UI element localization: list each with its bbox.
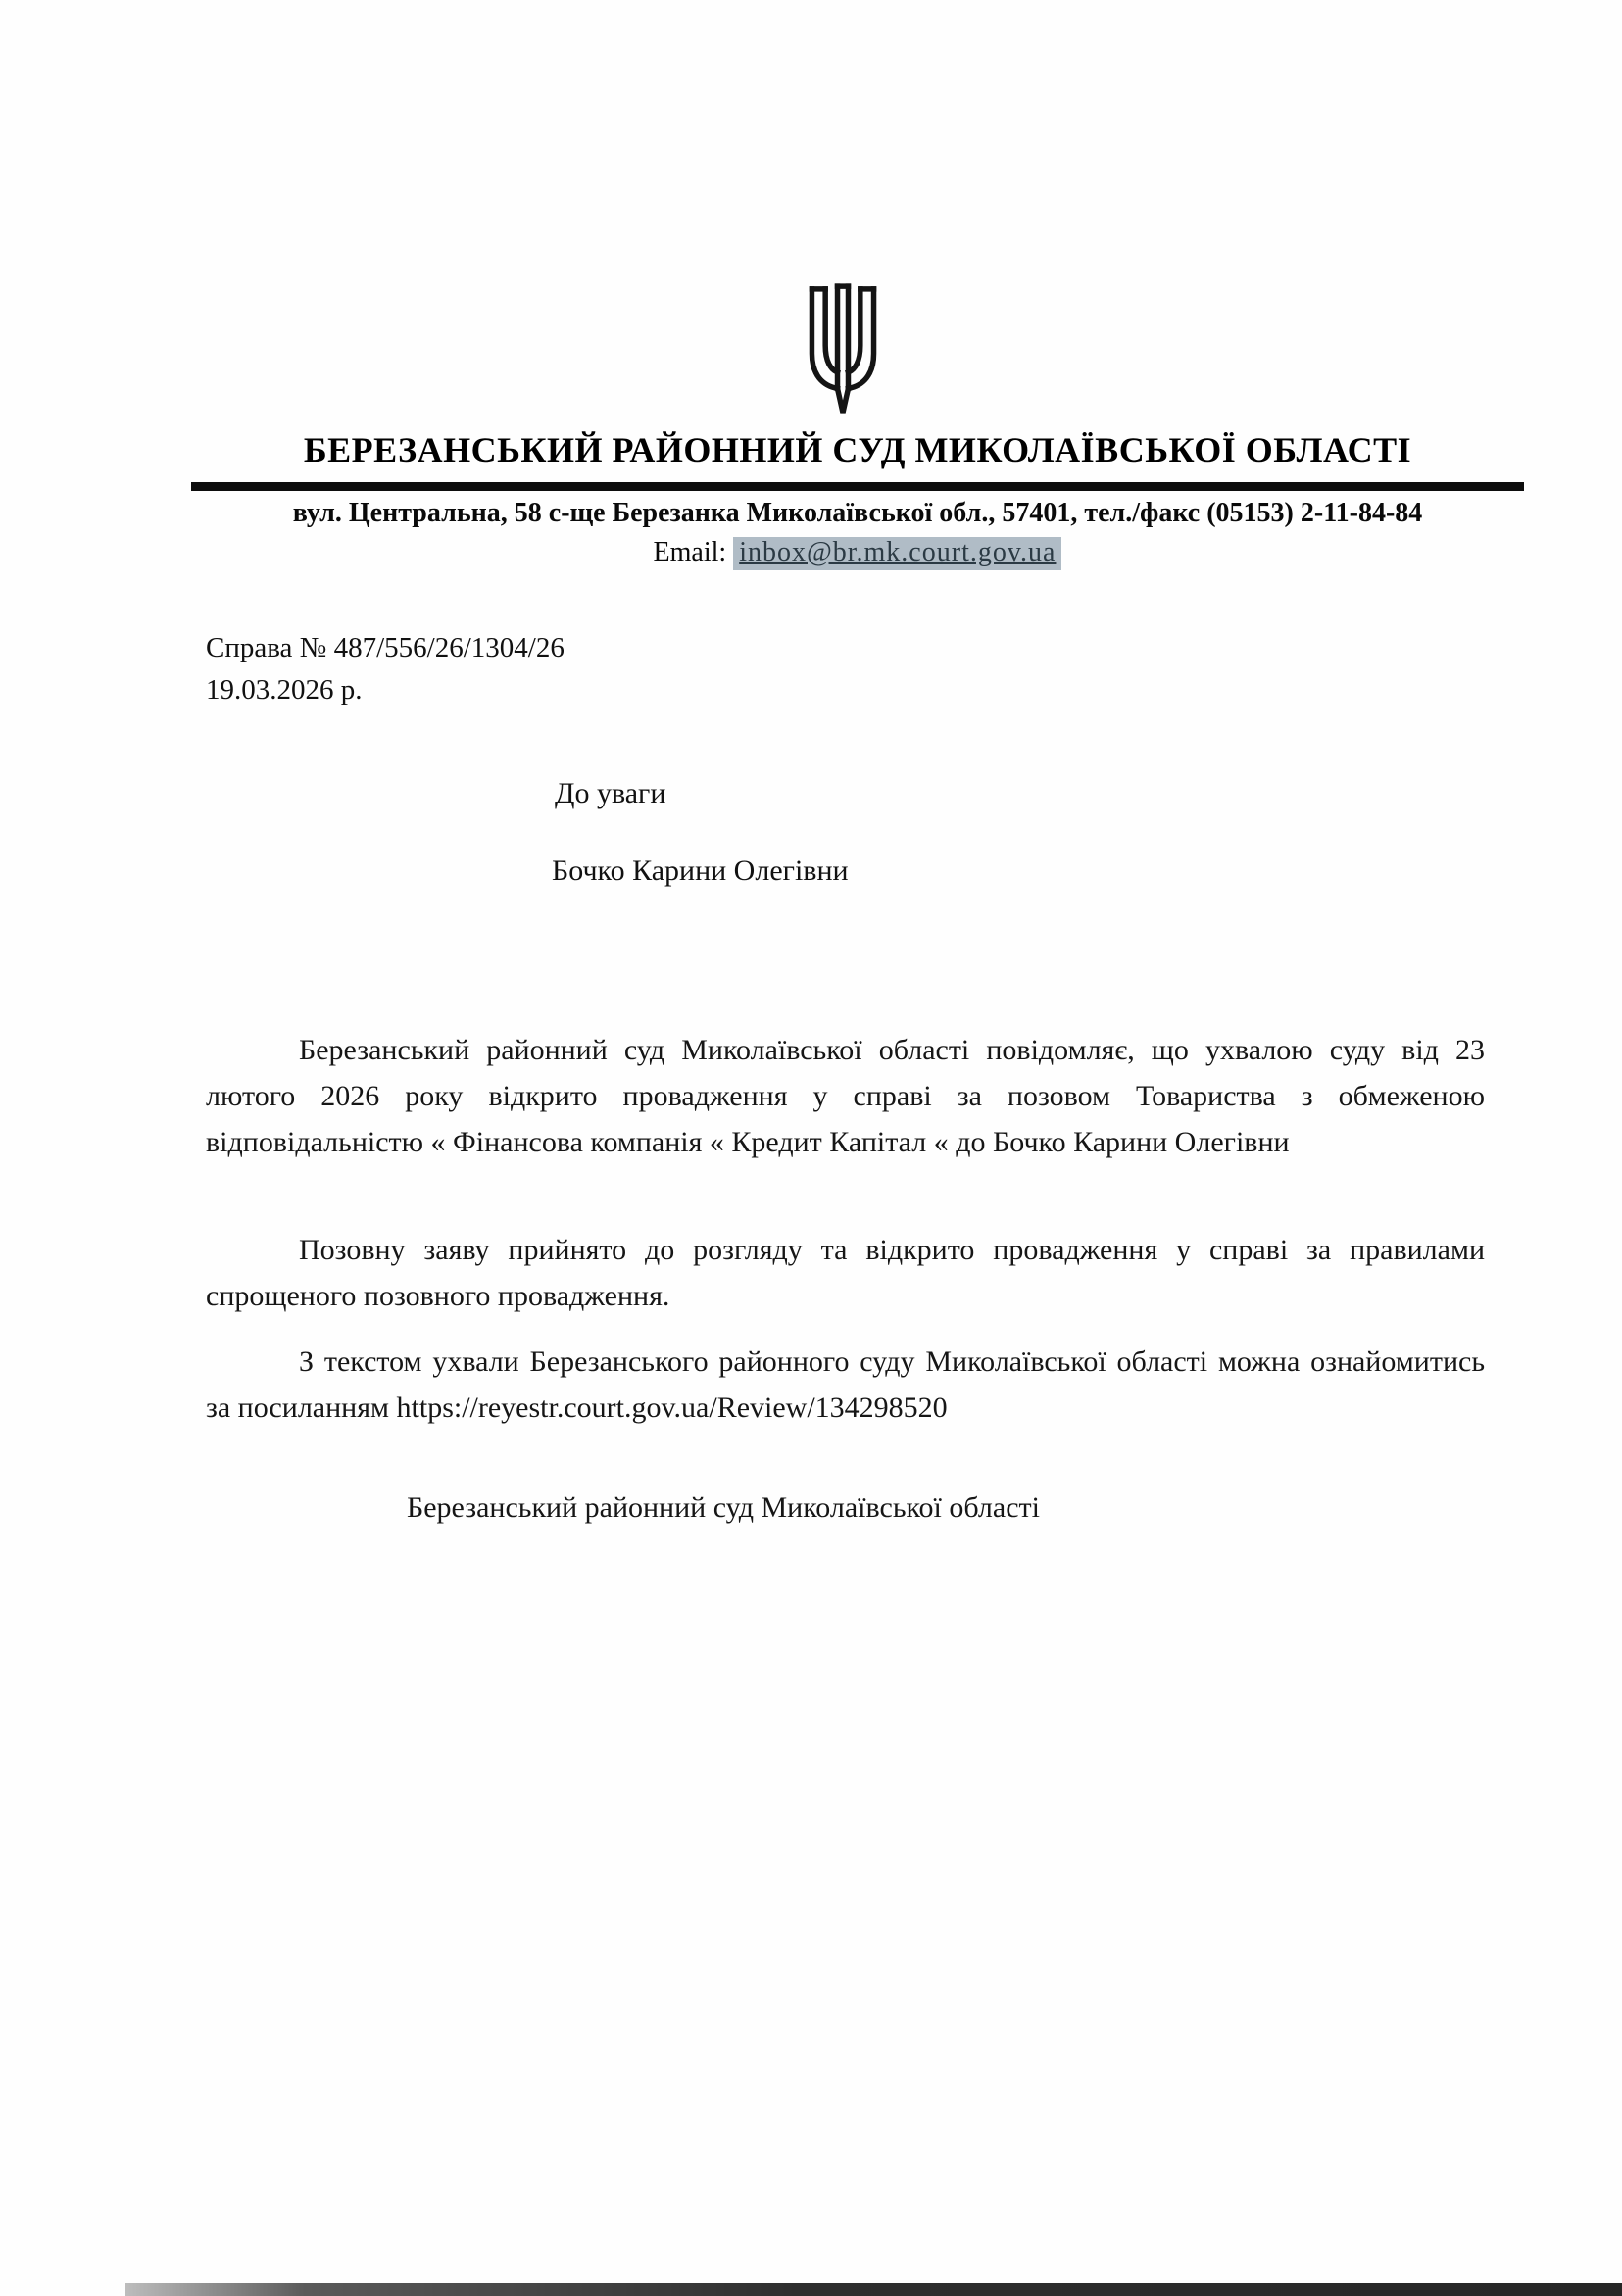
body-paragraph-3-text: З текстом ухвали Березанського районного суду Миколаївської області можна ознайомитись за посиланням [206,1345,1485,1424]
registry-url: https://reyestr.court.gov.ua/Review/134298520 [396,1392,948,1424]
letter-date: 19.03.2026 р. [206,674,363,706]
email-label: Email: [653,537,727,567]
signoff-court-name: Березанський районний суд Миколаївської області [407,1491,1040,1524]
recipient-name: Бочко Карини Олегівни [552,855,849,887]
court-name-title: БЕРЕЗАНСЬКИЙ РАЙОННИЙ СУД МИКОЛАЇВСЬКОЇ ОБЛАСТІ [303,430,1412,469]
email-link[interactable]: inbox@br.mk.court.gov.ua [733,537,1061,570]
body-paragraph-1: Березанський районний суд Миколаївської області повідомляє, що ухвалою суду від 23 лютого 2026 року відкрито провадження у справі за позовом Товариства з обмеженою відповідальністю « Фінансова компанія « Кредит Капітал « до Бочко Карини Олегівни [206,1034,1485,1158]
scan-artifact-bottom-bar [125,2283,1622,2296]
body-paragraph-2: Позовну заяву прийнято до розгляду та відкрито провадження у справі за правилами спрощеного позовного провадження. [206,1234,1485,1312]
case-number: Справа № 487/556/26/1304/26 [206,632,565,663]
court-address-line: вул. Центральна, 58 с-ще Березанка Миколаївської обл., 57401, тел./факс (05153) 2-11-84-84 [292,498,1423,528]
ukraine-trident-icon [796,277,890,424]
body-paragraph-3 [206,1339,1485,1431]
attention-label: До уваги [555,777,666,809]
header-separator-bar [191,482,1524,491]
email-line [191,537,1524,570]
